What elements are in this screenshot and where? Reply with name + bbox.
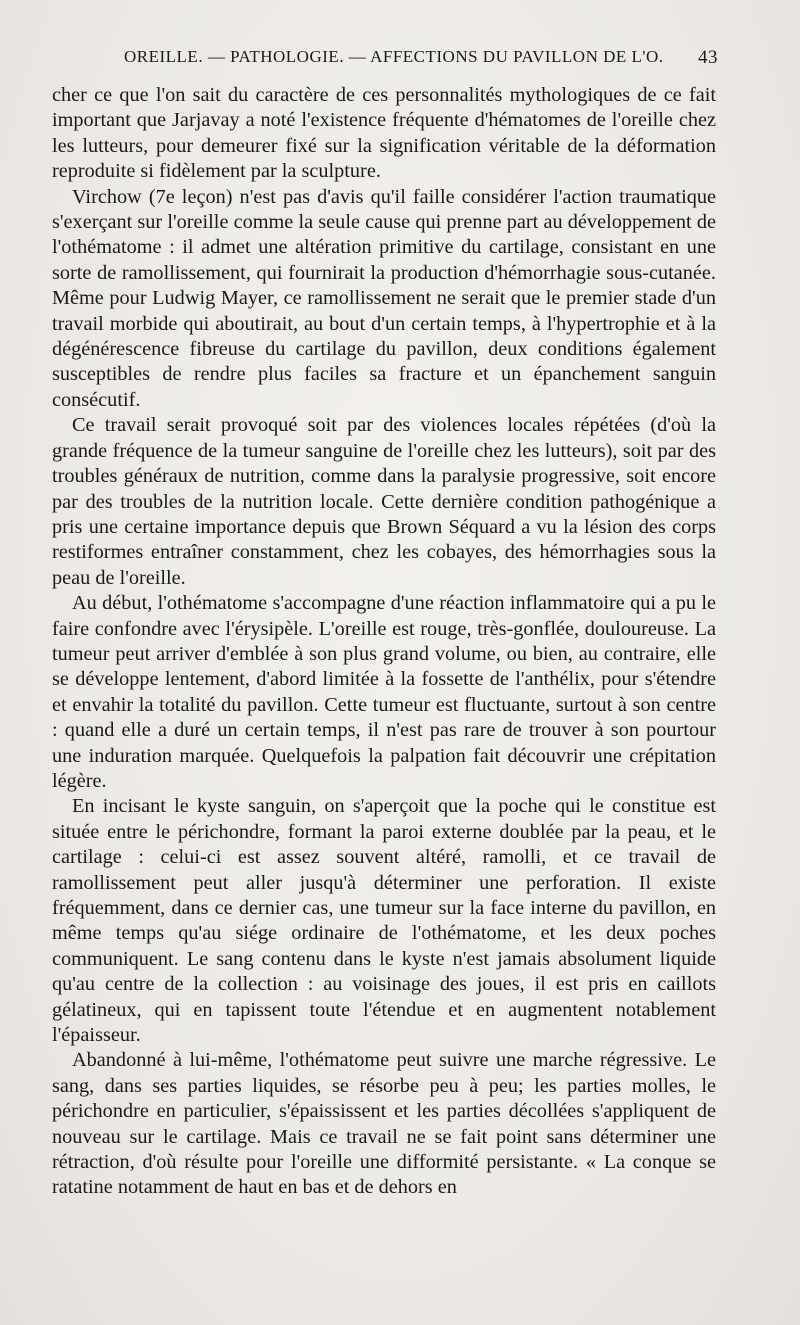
- paragraph: En incisant le kyste sanguin, on s'aperçoit que la poche qui le constitue est située entre le périchondre, formant la paroi externe doublée par la peau, et le cartilage : celui-ci est assez souvent altéré, ramolli, et ce travail de ramollissement peut aller jusqu'à déterminer une perforation. Il existe fréquemment, dans ce dernier cas, une tumeur sur la face interne du pavillon, en même temps qu'au siége ordinaire de l'othématome, et les deux poches communiquent. Le sang contenu dans le kyste n'est jamais absolument liquide qu'au centre de la collection : au voisinage des joues, il est pris en caillots gélatineux, qui en tapissent toute l'étendue et en augmentent notablement l'épaisseur.: [52, 795, 716, 1047]
- running-head: OREILLE. — PATHOLOGIE. — AFFECTIONS DU PAVILLON DE L'O.: [124, 47, 664, 66]
- paragraph: Au début, l'othématome s'accompagne d'une réaction inflammatoire qui a pu le faire confondre avec l'érysipèle. L'oreille est rouge, très-gonflée, douloureuse. La tumeur peut arriver d'emblée à son plus grand volume, ou bien, au contraire, elle se développe lentement, d'abord limitée à la fossette de l'anthélix, pour s'étendre et envahir la totalité du pavillon. Cette tumeur est fluctuante, surtout à son centre : quand elle a duré un certain temps, il n'est pas rare de trouver à son pourtour une induration marquée. Quelquefois la palpation fait découvrir une crépitation légère.: [52, 592, 716, 792]
- body-text: [52, 83, 716, 1201]
- paragraph: Ce travail serait provoqué soit par des violences locales répétées (d'où la grande fréquence de la tumeur sanguine de l'oreille chez les lutteurs), soit par des troubles généraux de nutrition, comme dans la paralysie progressive, soit encore par des troubles de la nutrition locale. Cette dernière condition pathogénique a pris une certaine importance depuis que Brown Séquard a vu la lésion des corps restiformes entraîner constamment, chez les cobayes, des hémorrhagies sous la peau de l'oreille.: [52, 414, 716, 589]
- paragraph: Virchow (7e leçon) n'est pas d'avis qu'il faille considérer l'action traumatique s'exerçant sur l'oreille comme la seule cause qui prenne part au développement de l'othématome : il admet une altération primitive du cartilage, consistant en une sorte de ramollissement, qui fournirait la production d'hémorrhagie sous-cutanée. Même pour Ludwig Mayer, ce ramollissement ne serait que le premier stade d'un travail morbide qui aboutirait, au bout d'un certain temps, à l'hypertrophie et à la dégénérescence fibreuse du cartilage du pavillon, deux conditions également susceptibles de rendre plus faciles sa fracture et un épanchement sanguin consécutif.: [52, 185, 716, 411]
- running-header: [52, 47, 718, 75]
- paragraph: cher ce que l'on sait du caractère de ces personnalités mythologiques de ce fait important que Jarjavay a noté l'existence fréquente d'hématomes de l'oreille chez les lutteurs, pour demeurer fixé sur la signification véritable de la déformation reproduite si fidèlement par la sculpture.: [52, 84, 716, 183]
- paragraph: Abandonné à lui-même, l'othématome peut suivre une marche régressive. Le sang, dans ses parties liquides, se résorbe peu à peu; les parties molles, le périchondre en particulier, s'épaississent et les parties décollées s'appliquent de nouveau sur le cartilage. Mais ce travail ne se fait point sans déterminer une rétraction, d'où résulte pour l'oreille une difformité persistante. « La conque se ratatine notamment de haut en bas et de dehors en: [52, 1049, 716, 1199]
- page-number: 43: [698, 47, 718, 68]
